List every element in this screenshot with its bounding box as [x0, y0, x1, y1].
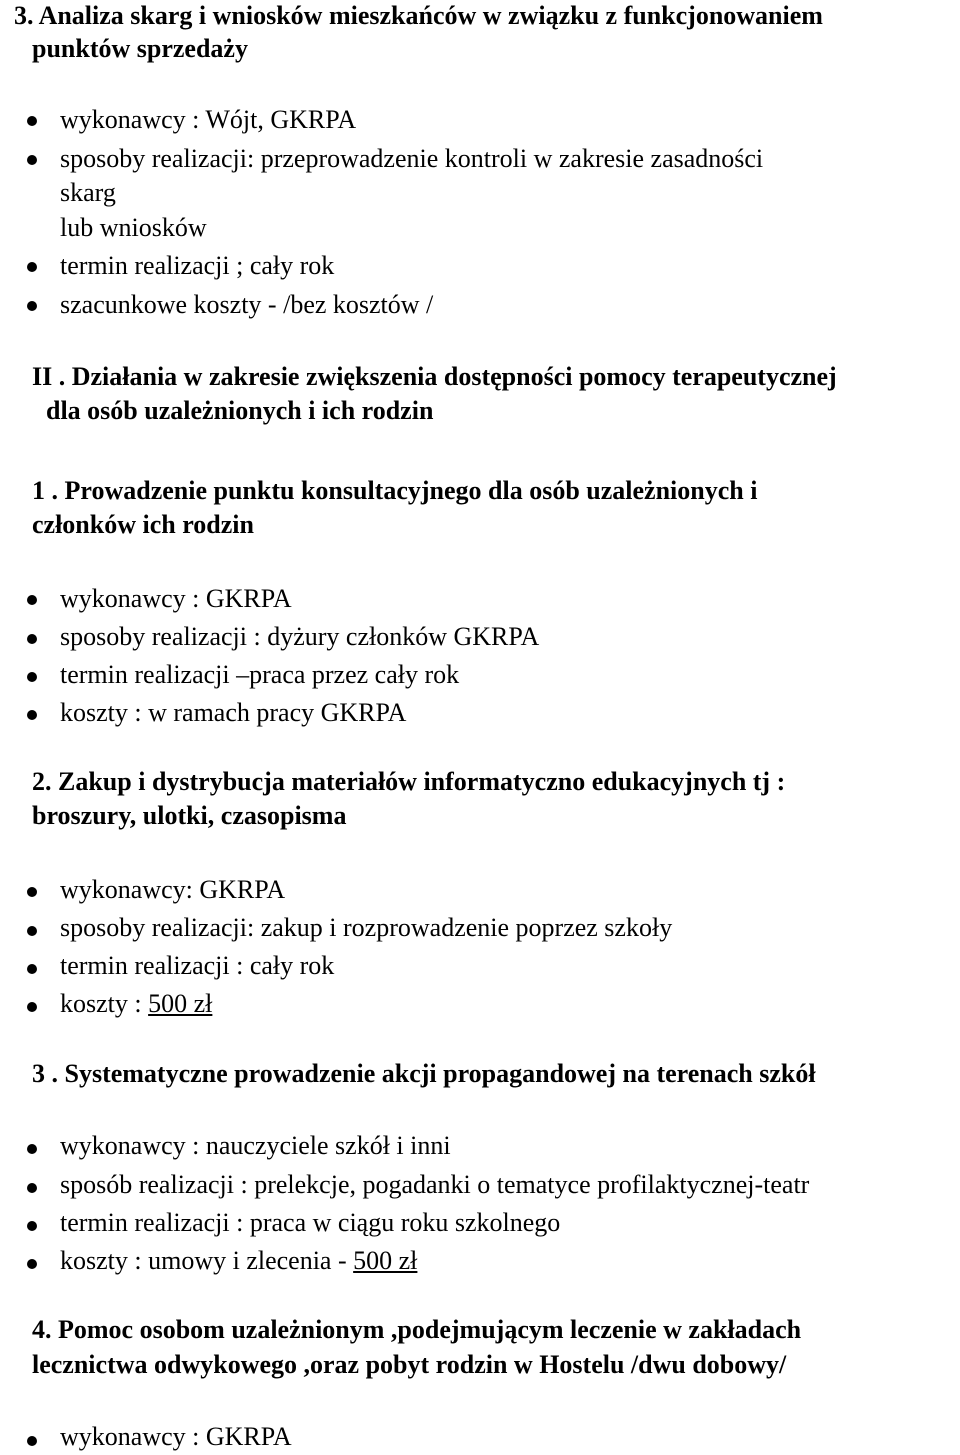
bullet-icon: [27, 964, 37, 974]
section-title-line: II . Działania w zakresie zwiększenia dostępności pomocy terapeutycznej: [32, 362, 837, 391]
section-title-line: punktów sprzedaży: [32, 34, 248, 63]
bullet-icon: [27, 301, 37, 311]
bullet-icon: [27, 672, 37, 682]
bullet-icon: [27, 710, 37, 720]
list-item: sposoby realizacji: zakup i rozprowadzenie poprzez szkoły: [60, 913, 673, 942]
bullet-icon: [27, 1144, 37, 1154]
bullet-icon: [27, 155, 37, 165]
section-title-line: dla osób uzależnionych i ich rodzin: [46, 396, 434, 425]
subsection-title-line: członków ich rodzin: [32, 510, 254, 539]
bullet-icon: [27, 926, 37, 936]
list-item: szacunkowe koszty - /bez kosztów /: [60, 290, 434, 319]
subsection-title-line: 3 . Systematyczne prowadzenie akcji propagandowej na terenach szkół: [32, 1059, 816, 1088]
list-item: sposoby realizacji : dyżury członków GKRPA: [60, 622, 540, 651]
bullet-icon: [27, 1221, 37, 1231]
bullet-icon: [27, 1183, 37, 1193]
list-item: wykonawcy : GKRPA: [60, 1422, 292, 1451]
subsection-title-line: lecznictwa odwykowego ,oraz pobyt rodzin w Hostelu /dwu dobowy/: [32, 1350, 787, 1379]
list-item: koszty : w ramach pracy GKRPA: [60, 698, 407, 727]
cost-amount: 500 zł: [353, 1246, 418, 1275]
list-item: termin realizacji ; cały rok: [60, 251, 335, 280]
bullet-icon: [27, 1002, 37, 1012]
list-item: [60, 1245, 417, 1277]
bullet-icon: [27, 634, 37, 644]
section-title-line: 3. Analiza skarg i wniosków mieszkańców w związku z funkcjonowaniem: [14, 1, 823, 30]
cost-amount: 500 zł: [148, 989, 213, 1018]
list-item: wykonawcy : GKRPA: [60, 584, 292, 613]
list-item: wykonawcy : nauczyciele szkół i inni: [60, 1131, 451, 1160]
bullet-icon: [27, 262, 37, 272]
list-item: [60, 988, 212, 1020]
bullet-icon: [27, 116, 37, 126]
bullet-icon: [27, 887, 37, 897]
list-item-continuation: lub wniosków: [60, 213, 207, 242]
cost-label: koszty :: [60, 989, 149, 1018]
subsection-title-line: 4. Pomoc osobom uzależnionym ,podejmującym leczenie w zakładach: [32, 1315, 802, 1344]
subsection-title-line: broszury, ulotki, czasopisma: [32, 801, 347, 830]
bullet-icon: [27, 1436, 37, 1446]
list-item: sposoby realizacji: przeprowadzenie kontroli w zakresie zasadności: [60, 144, 764, 173]
list-item: sposób realizacji : prelekcje, pogadanki o tematyce profilaktycznej-teatr: [60, 1170, 810, 1199]
list-item: wykonawcy : Wójt, GKRPA: [60, 105, 357, 134]
list-item: wykonawcy: GKRPA: [60, 875, 286, 904]
list-item: termin realizacji : cały rok: [60, 951, 335, 980]
cost-label: koszty : umowy i zlecenia -: [60, 1246, 354, 1275]
list-item-continuation: skarg: [60, 178, 116, 207]
bullet-icon: [27, 1259, 37, 1269]
bullet-icon: [27, 595, 37, 605]
subsection-title-line: 2. Zakup i dystrybucja materiałów informatyczno edukacyjnych tj :: [32, 767, 786, 796]
subsection-title-line: 1 . Prowadzenie punktu konsultacyjnego dla osób uzależnionych i: [32, 476, 758, 505]
list-item: termin realizacji –praca przez cały rok: [60, 660, 460, 689]
list-item: termin realizacji : praca w ciągu roku szkolnego: [60, 1208, 561, 1237]
